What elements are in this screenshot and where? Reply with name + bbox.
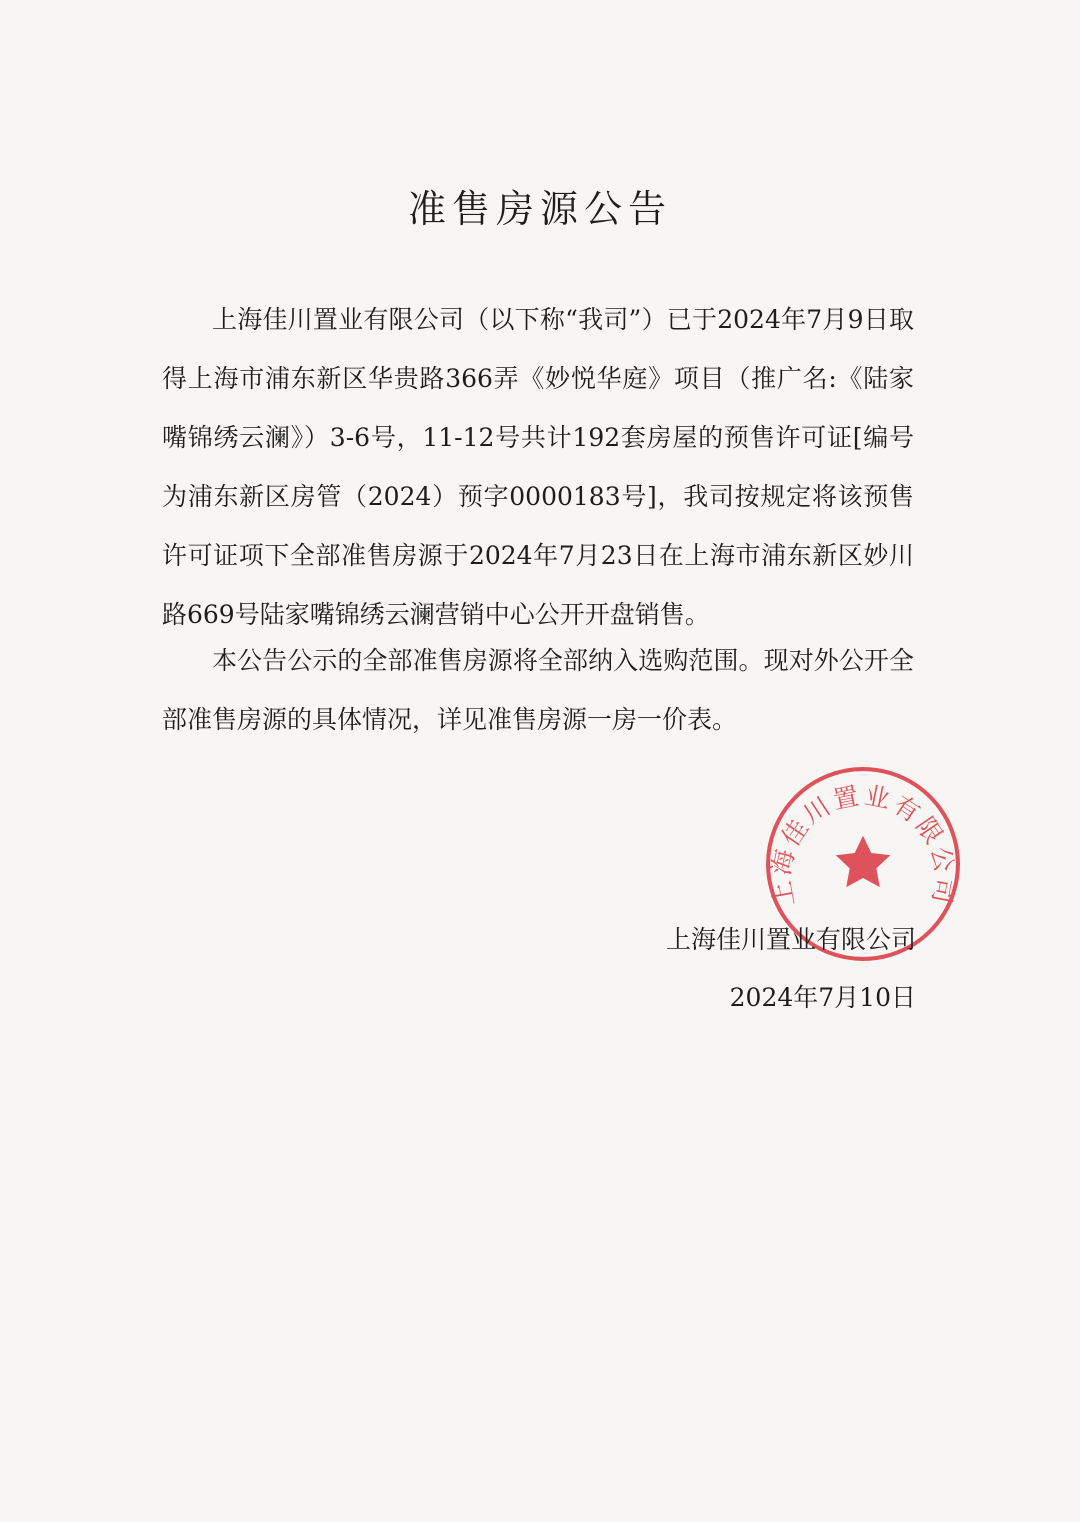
seal-text: 上海佳川置业有限公司 xyxy=(766,780,960,909)
star-icon xyxy=(836,836,891,887)
page-title: 准售房源公告 xyxy=(407,187,672,231)
notice-paragraph-1: 上海佳川置业有限公司（以下称“我司”）已于2024年7月9日取得上海市浦东新区华贵路366弄《妙悦华庭》项目（推广名:《陆家嘴锦绣云澜》）3-6号，11-12号共计192套房屋的预售许可证[编号为浦东新区房管（2024）预字0000183号]，我司按规定将该预售许可证项下全部准售房源于2024年7月23日在上海市浦东新区妙川路669号陆家嘴锦绣云澜营销中心公开开盘销售。 xyxy=(162,305,914,629)
notice-paragraph-2: 本公告公示的全部准售房源将全部纳入选购范围。现对外公开全部准售房源的具体情况，详见准售房源一房一价表。 xyxy=(162,646,914,734)
signature-company: 上海佳川置业有限公司 xyxy=(665,925,916,954)
signature-date: 2024年7月10日 xyxy=(729,983,916,1012)
